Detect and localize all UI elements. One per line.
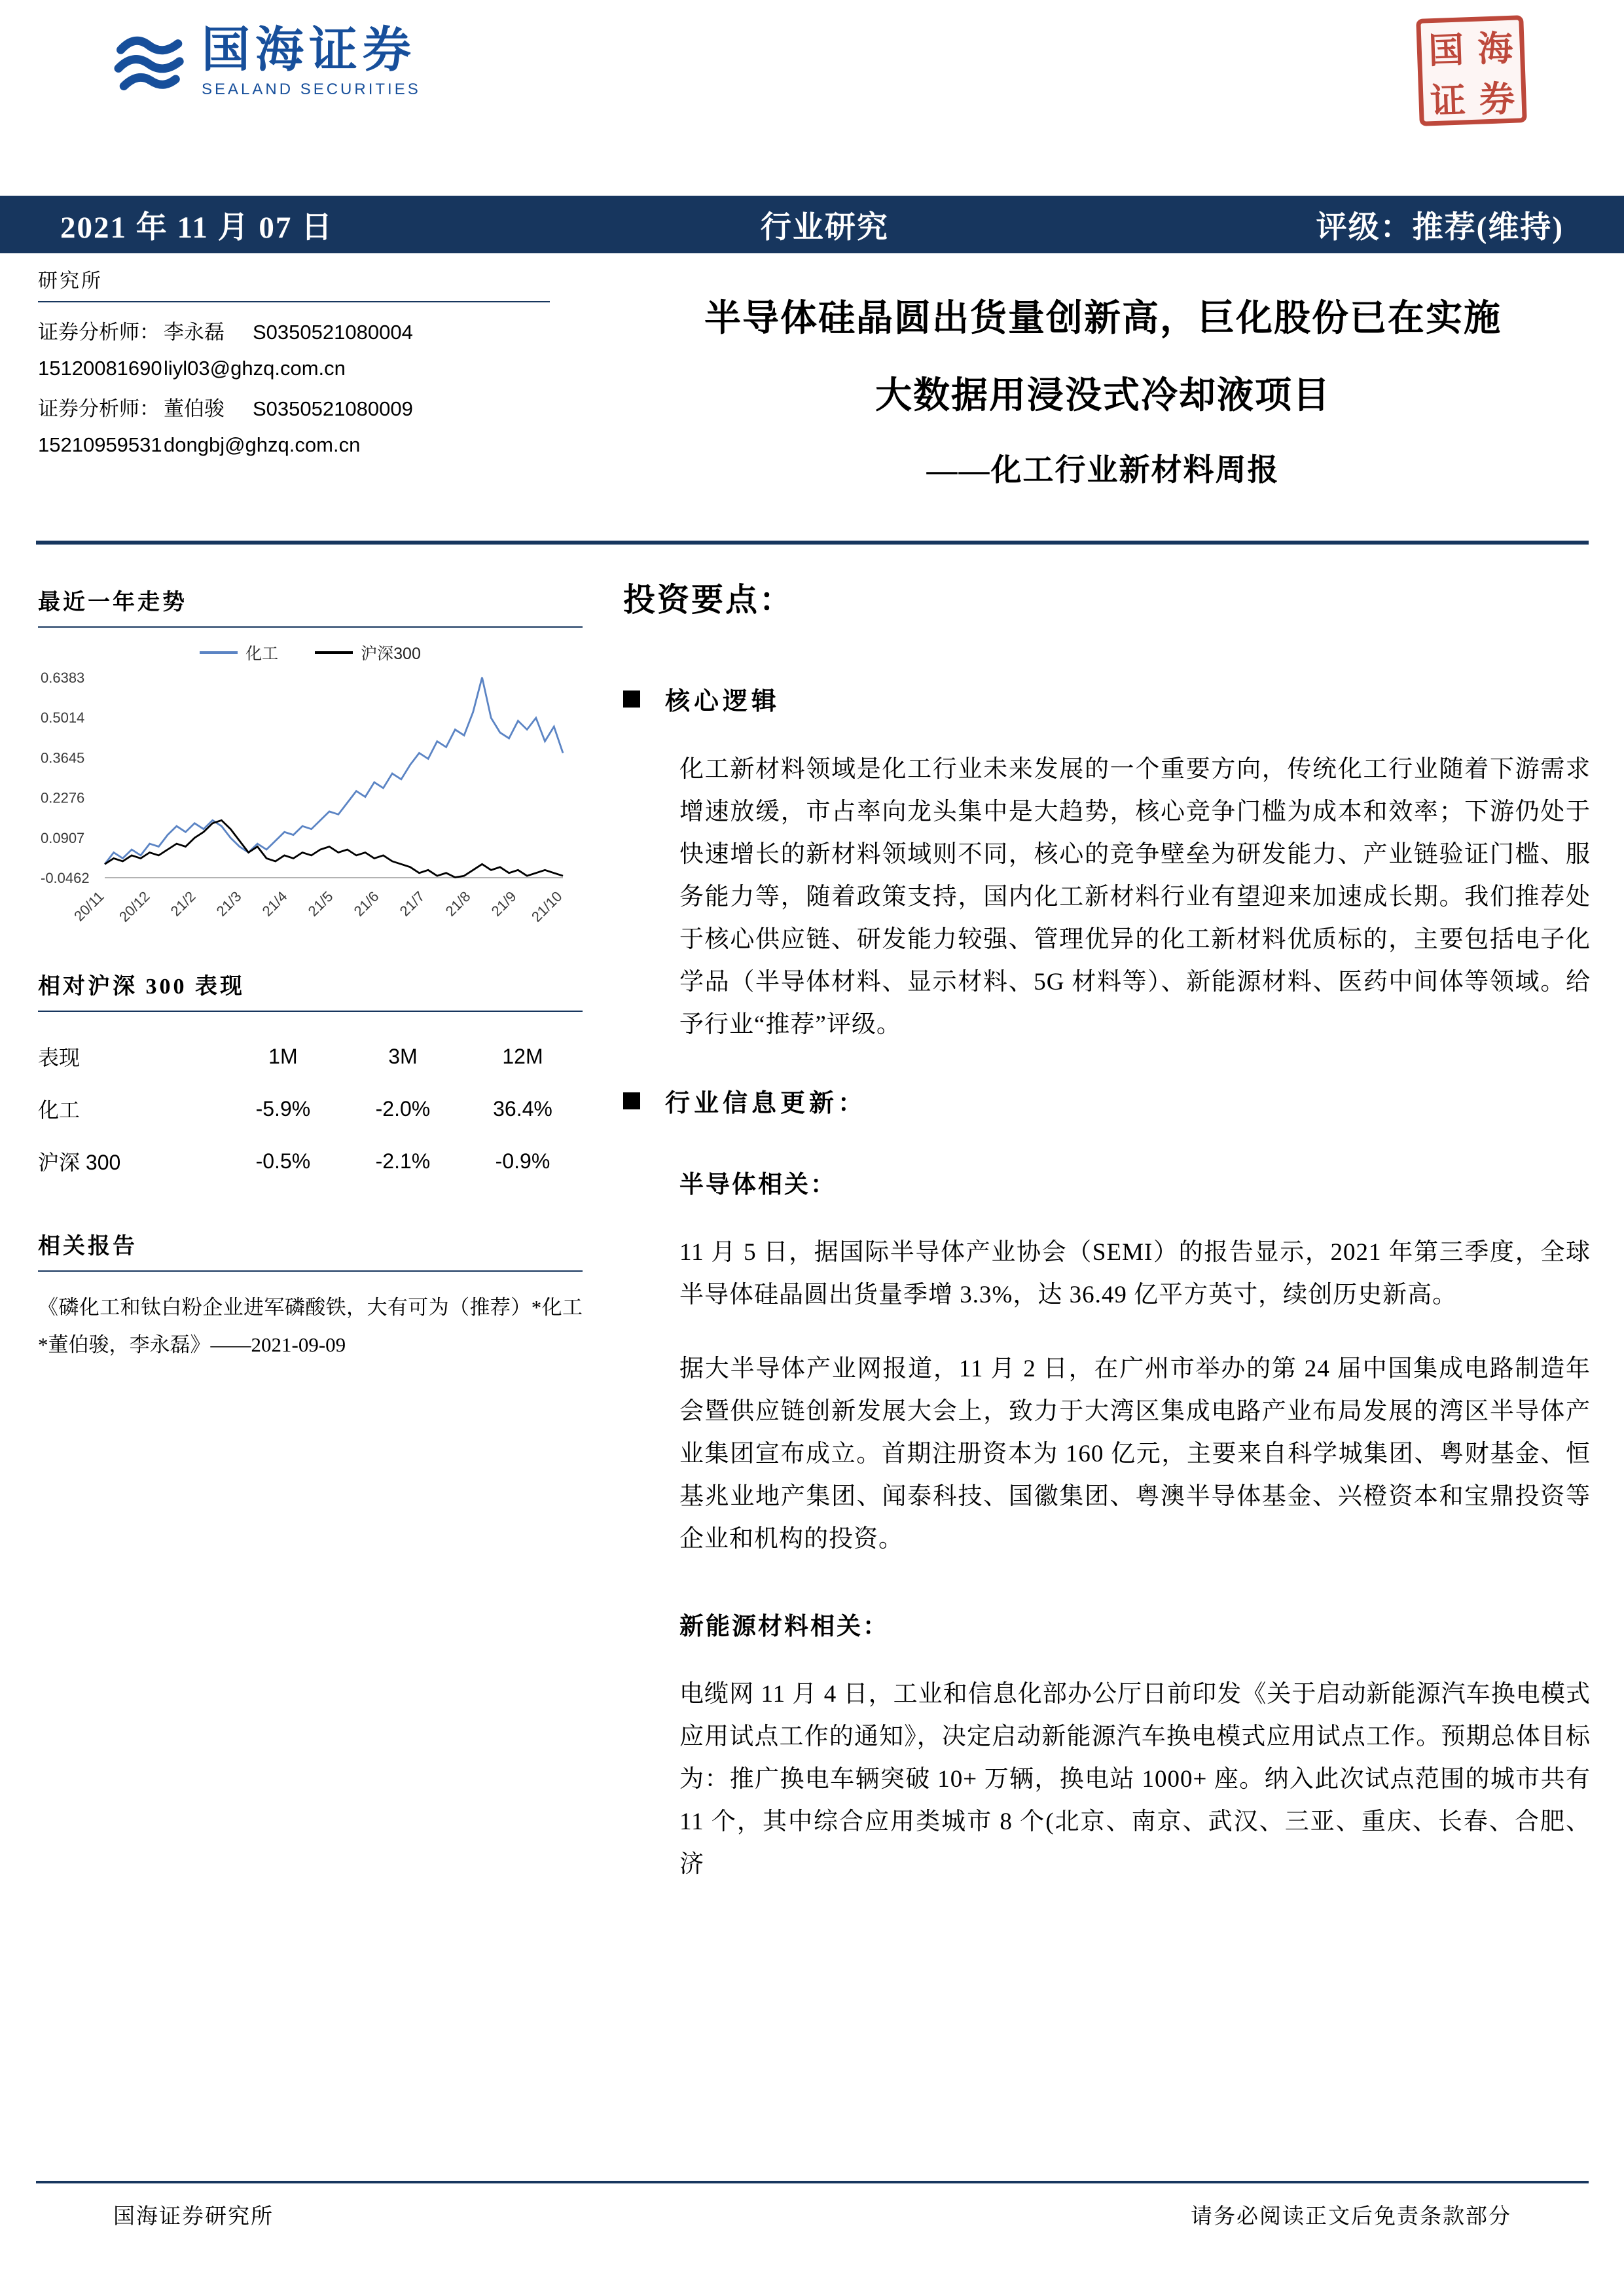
footer <box>36 2199 1589 2230</box>
trend-line-chart <box>38 667 580 930</box>
analyst-email: liyl03@ghzq.com.cn <box>164 357 346 380</box>
rating-badge: 评级：推荐(维持) <box>1316 210 1564 245</box>
footer-divider <box>36 2181 1589 2183</box>
table-header-row <box>38 1030 583 1083</box>
legend-label: 沪深300 <box>361 645 421 663</box>
new-energy-subtitle: 新能源材料相关： <box>679 1613 889 1640</box>
svg-text:0.3645: 0.3645 <box>41 749 85 766</box>
performance-table <box>38 1030 583 1187</box>
legend-item-chemical <box>200 641 278 664</box>
seal-char: 券 <box>1479 79 1516 120</box>
square-bullet-icon <box>623 1092 640 1109</box>
svg-text:0.5014: 0.5014 <box>41 709 85 726</box>
table-header-cell: 表现 <box>38 1046 81 1069</box>
table-header-cell: 3M <box>388 1044 418 1068</box>
header-divider <box>36 541 1589 545</box>
related-reports-title: 相关报告 <box>38 1228 583 1272</box>
section-title: 核心逻辑 <box>665 688 781 715</box>
legend-line-icon <box>315 651 353 654</box>
table-cell: 沪深 300 <box>38 1151 121 1174</box>
svg-text:0.6383: 0.6383 <box>41 670 85 686</box>
seal-char: 海 <box>1477 28 1514 69</box>
section-core-logic <box>623 681 1591 717</box>
table-cell: -0.5% <box>255 1149 311 1173</box>
table-cell: 36.4% <box>493 1096 552 1121</box>
svg-text:0.2276: 0.2276 <box>41 789 85 806</box>
svg-text:21/3: 21/3 <box>213 888 245 920</box>
legend-label: 化工 <box>245 645 279 663</box>
analyst-role-label: 证券分析师： <box>38 397 160 420</box>
semiconductor-subtitle: 半导体相关： <box>679 1172 837 1198</box>
table-row <box>38 1135 583 1187</box>
sidebar <box>38 575 583 1364</box>
main-content <box>623 575 1591 1886</box>
related-reports-section <box>38 1228 583 1364</box>
report-title-line1: 半导体硅晶圆出货量创新高，巨化股份已在实施 <box>704 298 1502 339</box>
analyst-row <box>38 315 550 345</box>
company-name-cn: 国海证券 <box>202 24 416 78</box>
wave-logo-icon <box>110 24 187 101</box>
analyst-row <box>38 392 550 422</box>
analyst-role-label: 证券分析师： <box>38 321 160 344</box>
section-title: 行业信息更新： <box>665 1090 867 1117</box>
svg-text:-0.0462: -0.0462 <box>41 870 90 886</box>
chart-legend <box>38 641 583 664</box>
performance-table-section <box>38 968 583 1187</box>
legend-line-icon <box>200 651 238 654</box>
seal-char: 国 <box>1428 30 1465 71</box>
analyst-license-code: S0350521080009 <box>253 397 413 420</box>
investment-points-heading: 投资要点： <box>623 582 794 618</box>
svg-text:21/9: 21/9 <box>488 888 520 920</box>
analyst-license-code: S0350521080004 <box>253 321 413 344</box>
analyst-name: 董伯骏 <box>164 397 225 420</box>
svg-text:21/7: 21/7 <box>396 888 428 920</box>
report-title-block <box>615 280 1591 507</box>
report-date: 2021 年 11 月 07 日 <box>60 210 334 245</box>
svg-text:21/5: 21/5 <box>304 888 336 920</box>
company-logo <box>110 24 421 101</box>
footer-left: 国海证券研究所 <box>113 2205 274 2229</box>
table-cell: -2.0% <box>375 1096 431 1121</box>
analyst-email: dongbj@ghzq.com.cn <box>164 433 361 456</box>
core-logic-paragraph: 化工新材料领域是化工行业未来发展的一个重要方向，传统化工行业随着下游需求增速放缓，市占率向龙头集中是大趋势，核心竞争门槛为成本和效率；下游仍处于快速增长的新材料领域则不同，核心的竞争壁垒为研发能力、产业链验证门槛、服务能力等，随着政策支持，国内化工新材料行业有望迎来加速成长期。我们推荐处于核心供应链、研发能力较强、管理优异的化工新材料优质标的，主要包括电子化学品（半导体材料、显示材料、5G 材料等）、新能源材料、医药中间体等领域。给予行业“推荐”评级。 <box>679 756 1591 1038</box>
semiconductor-paragraph-1: 11 月 5 日，据国际半导体产业协会（SEMI）的报告显示，2021 年第三季度，全球半导体硅晶圆出货量季增 3.3%，达 36.49 亿平方英寸，续创历史新高。 <box>679 1239 1591 1308</box>
legend-item-hs300 <box>315 641 421 664</box>
analyst-row <box>38 357 550 380</box>
svg-text:21/6: 21/6 <box>350 888 382 920</box>
svg-text:20/11: 20/11 <box>71 888 107 925</box>
report-category: 行业研究 <box>760 210 889 245</box>
svg-text:0.0907: 0.0907 <box>41 829 85 846</box>
company-seal <box>1416 15 1527 126</box>
related-report-item: 《磷化工和钛白粉企业进军磷酸铁，大有可为（推荐）*化工*董伯骏，李永磊》——2021-09-09 <box>38 1296 583 1357</box>
svg-text:21/4: 21/4 <box>259 888 291 920</box>
svg-text:21/10: 21/10 <box>528 888 566 925</box>
analyst-phone: 15210959531 <box>38 433 162 456</box>
table-header-cell: 12M <box>502 1044 543 1068</box>
footer-right: 请务必阅读正文后免责条款部分 <box>1191 2205 1511 2229</box>
svg-text:20/12: 20/12 <box>115 888 153 925</box>
table-header-cell: 1M <box>268 1044 298 1068</box>
svg-text:21/8: 21/8 <box>442 888 474 920</box>
semiconductor-paragraph-2: 据大半导体产业网报道，11 月 2 日，在广州市举办的第 24 届中国集成电路制造年会暨供应链创新发展大会上，致力于大湾区集成电路产业布局发展的湾区半导体产业集团宣布成立。首期注册资本为 160 亿元，主要来自科学城集团、粤财基金、恒基兆业地产集团、闻泰科技、国徽集团、粤澳半导体基金、兴橙资本和宝鼎投资等企业和机构的投资。 <box>679 1355 1591 1552</box>
table-row <box>38 1083 583 1135</box>
table-cell: -0.9% <box>495 1149 550 1173</box>
square-bullet-icon <box>623 691 640 708</box>
table-cell: -2.1% <box>375 1149 431 1173</box>
header-bar <box>0 196 1624 253</box>
analyst-block <box>38 264 550 469</box>
company-name-en: SEALAND SECURITIES <box>202 80 421 98</box>
research-institute-label: 研究所 <box>38 264 550 302</box>
table-cell: 化工 <box>38 1098 81 1122</box>
seal-char: 证 <box>1430 81 1467 122</box>
new-energy-paragraph: 电缆网 11 月 4 日，工业和信息化部办公厅日前印发《关于启动新能源汽车换电模式应用试点工作的通知》，决定启动新能源汽车换电模式应用试点工作。预期总体目标为：推广换电车辆突破 10+ 万辆，换电站 1000+ 座。纳入此次试点范围的城市共有 11 个，其中综合应用类城市 8 个(北京、南京、武汉、三亚、重庆、长春、合肥、济 <box>679 1681 1591 1878</box>
table-section-title: 相对沪深 300 表现 <box>38 968 583 1012</box>
analyst-name: 李永磊 <box>164 321 225 344</box>
section-industry-update <box>623 1083 1591 1119</box>
trend-chart-block <box>38 584 583 930</box>
report-subtitle: ——化工行业新材料周报 <box>926 454 1280 488</box>
svg-text:21/2: 21/2 <box>167 888 199 920</box>
analyst-phone: 15120081690 <box>38 357 162 380</box>
chart-section-title: 最近一年走势 <box>38 584 583 628</box>
analyst-row <box>38 433 550 457</box>
table-cell: -5.9% <box>255 1096 311 1121</box>
report-title-line2: 大数据用浸没式冷却液项目 <box>875 376 1331 416</box>
